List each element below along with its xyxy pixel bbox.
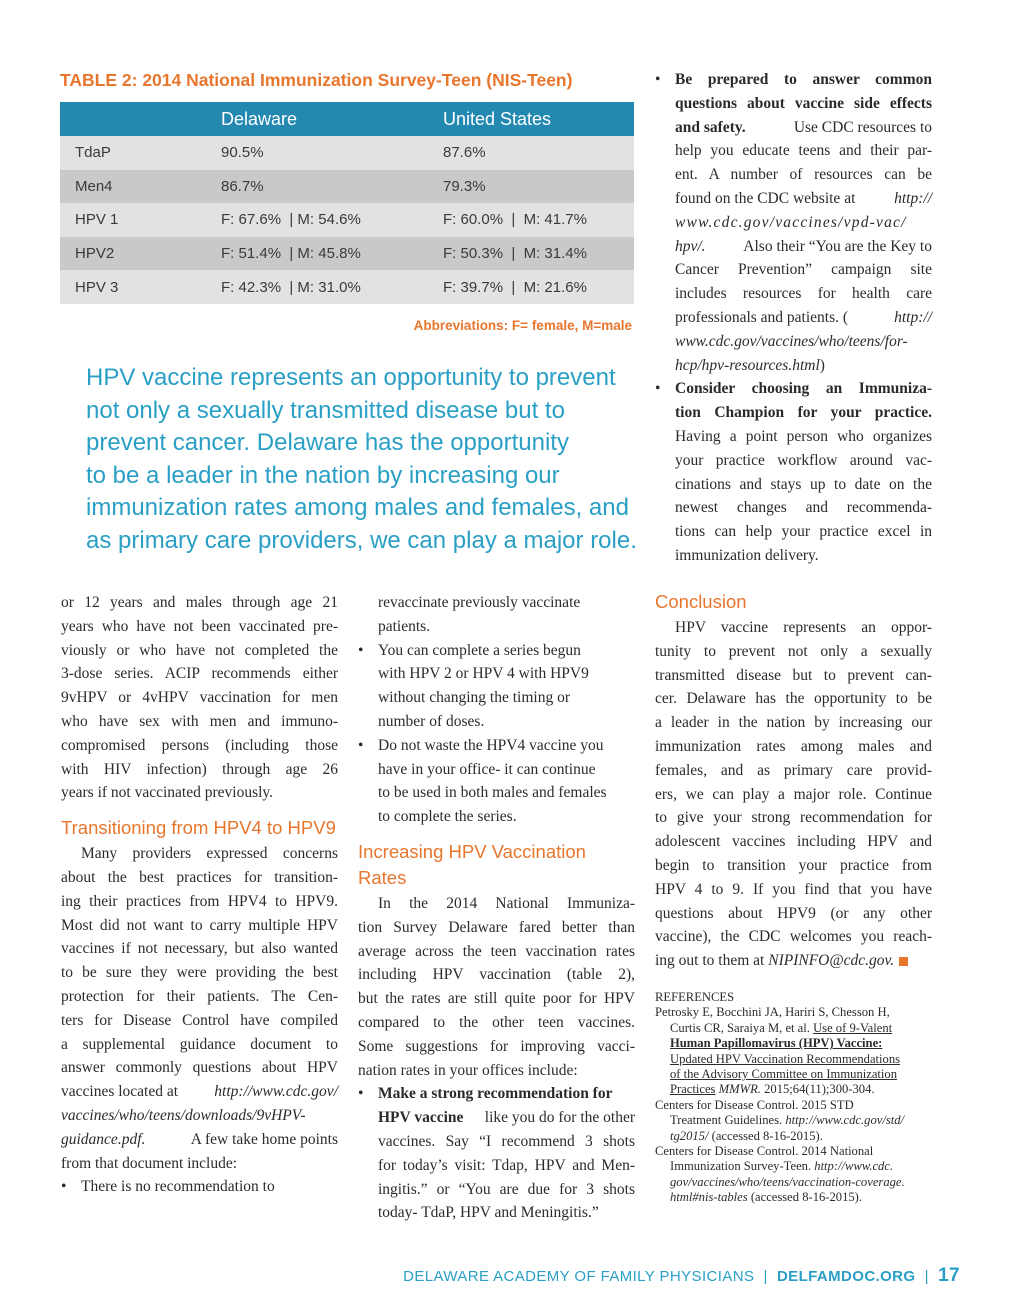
text-line: average across the teen vaccination rates xyxy=(358,942,635,960)
text-line: Cancer Prevention” campaign site xyxy=(675,261,932,279)
text-line xyxy=(655,354,932,378)
reference-link[interactable]: of the Advisory Committee on Immunization xyxy=(670,1067,898,1082)
reference-link[interactable]: gov/vaccines/who/teens/vaccination-coverage. xyxy=(670,1174,905,1189)
table-cell-vaccine: TdaP xyxy=(60,136,221,170)
page-footer xyxy=(403,1265,960,1287)
text-line: to be sure they were providing the best xyxy=(61,964,338,982)
cdc-guidance-link[interactable]: http://www.cdc.gov/ xyxy=(214,1083,338,1101)
end-mark-icon xyxy=(899,957,908,966)
reference-line: Centers for Disease Control. 2015 STD xyxy=(655,1097,854,1112)
bullet-icon: • xyxy=(358,736,364,754)
references-label: REFERENCES xyxy=(655,990,735,1004)
table-row xyxy=(60,170,634,204)
text-line: tions can help your practice excel in xyxy=(675,523,932,541)
text-line xyxy=(655,235,932,259)
pull-quote-line: HPV vaccine represents an opportunity to prevent xyxy=(86,364,616,391)
table-row xyxy=(60,203,634,237)
table-cell-delaware: F: 67.6% | M: 54.6% xyxy=(221,203,443,237)
text-line: females, and as primary care provid- xyxy=(655,761,932,779)
table-cell-us: 79.3% xyxy=(443,170,634,204)
text-line: or 12 years and males through age 21 xyxy=(61,594,338,611)
column-1 xyxy=(61,591,338,1199)
text-line: without changing the timing or xyxy=(378,689,571,707)
table-row xyxy=(60,270,634,304)
text-fragment: (accessed 8-16-2015). xyxy=(711,1128,823,1143)
text-line: 9vHPV or 4vHPV vaccination for men xyxy=(61,689,338,707)
pull-quote-line: as primary care providers, we can play a major role. xyxy=(86,526,637,554)
footer-separator: | xyxy=(924,1268,929,1285)
section-heading-transitioning: Transitioning from HPV4 to HPV9 xyxy=(61,817,336,839)
bold-text: tion Champion for your practice. xyxy=(675,404,932,422)
text-fragment: 2015;64(11);300-304. xyxy=(764,1082,875,1097)
table-title: TABLE 2: 2014 National Immunization Survey-Teen (NIS-Teen) xyxy=(60,70,573,90)
bullet-item xyxy=(655,68,932,377)
text-line: protection for their patients. The Cen- xyxy=(61,987,338,1005)
text-line: viously or who have not completed the xyxy=(61,641,338,659)
text-line: revaccinate previously vaccinate xyxy=(378,594,581,611)
cdc-resources-link[interactable]: http:// xyxy=(894,308,932,326)
text-line: adolescent vaccines including HPV and xyxy=(655,833,932,851)
reference-line xyxy=(655,1067,935,1082)
text-fragment: (accessed 8-16-2015). xyxy=(750,1190,863,1205)
nipinfo-email-link[interactable]: NIPINFO@cdc.gov. xyxy=(768,952,895,970)
text-line: Most did not want to carry multiple HPV xyxy=(61,916,338,934)
text-line: but the rates are still quite poor for HPV xyxy=(358,990,635,1008)
reference-line xyxy=(655,1190,935,1205)
text-line: about the best practices for transition- xyxy=(61,868,338,886)
bullet-item xyxy=(358,734,635,829)
pull-quote-line: immunization rates among males and females, and xyxy=(86,494,629,521)
section-heading-conclusion: Conclusion xyxy=(655,591,747,612)
text-line: ingitis.” or “You are due for 3 shots xyxy=(378,1180,635,1198)
cdc-hpv-link[interactable]: http:// xyxy=(894,189,932,207)
pull-quote-line: to be a leader in the nation by increasing our xyxy=(86,461,560,489)
text-line: transmitted disease but to prevent can- xyxy=(655,666,932,684)
text-line xyxy=(655,68,932,92)
table-cell-delaware: F: 42.3% | M: 31.0% xyxy=(221,270,443,304)
text-line: with HPV 2 or HPV 4 with HPV9 xyxy=(378,665,589,683)
reference-link[interactable]: http://www.cdc. xyxy=(814,1159,894,1174)
table-cell-us: F: 39.7% | M: 21.6% xyxy=(443,270,634,304)
text-line: to give your strong recommendation for xyxy=(655,809,932,827)
text-line: questions about HPV9 (or any other xyxy=(655,904,932,922)
text-line: ent. A number of resources can be xyxy=(675,166,932,184)
text-fragment: There is no recommendation to xyxy=(81,1178,275,1196)
text-fragment: professionals and patients. ( xyxy=(675,308,849,326)
text-line: begin to transition your practice from xyxy=(655,856,932,874)
table-row xyxy=(60,237,634,271)
text-line: includes resources for health care xyxy=(675,285,932,303)
text-line: to complete the series. xyxy=(378,808,517,826)
text-fragment: ing out to them at xyxy=(655,952,765,970)
text-line xyxy=(61,1080,338,1104)
text-line: HPV vaccine represents an oppor- xyxy=(675,619,932,636)
text-line xyxy=(655,116,932,140)
reference-link[interactable]: Practices xyxy=(670,1082,716,1097)
table-header-cell xyxy=(60,102,221,136)
text-line: vaccines. Say “I recommend 3 shots xyxy=(378,1132,635,1150)
text-line xyxy=(61,1128,338,1152)
text-line: patients. xyxy=(378,617,431,635)
text-line: 3-dose series. ACIP recommends either xyxy=(61,665,338,683)
reference-line: Centers for Disease Control. 2014 National xyxy=(655,1144,874,1159)
table-cell-us: 87.6% xyxy=(443,136,634,170)
cdc-hpv-link[interactable]: www.cdc.gov/vaccines/vpd-vac/ xyxy=(675,213,907,231)
reference-line: Petrosky E, Bocchini JA, Hariri S, Chesson H, xyxy=(655,1005,890,1020)
text-line: answer commonly questions about HPV xyxy=(61,1059,338,1077)
table-abbreviations: Abbreviations: F= female, M=male xyxy=(413,318,632,333)
bullet-icon: • xyxy=(655,380,661,398)
text-line: immunization rates among males and xyxy=(655,737,932,755)
reference-link[interactable]: tg2015/ xyxy=(670,1128,709,1143)
bullet-item xyxy=(61,1175,338,1199)
bullet-icon: • xyxy=(61,1178,67,1196)
bold-text: Be prepared to answer common xyxy=(675,71,932,88)
reference-line xyxy=(655,1175,935,1190)
table-cell-vaccine: HPV 3 xyxy=(60,270,221,304)
text-line: ers, we can play a major role. Continue xyxy=(655,785,932,803)
text-line: In the 2014 National Immuniza- xyxy=(378,894,635,912)
text-line: HPV 4 to 9. If you find that you have xyxy=(655,880,932,898)
table-cell-vaccine: Men4 xyxy=(60,170,221,204)
text-line: cer. Delaware has the opportunity to be xyxy=(655,690,932,708)
text-fragment: like you do for the other xyxy=(484,1109,635,1127)
text-line xyxy=(655,330,932,354)
text-fragment: found on the CDC website at xyxy=(675,189,856,207)
bold-text: Consider choosing an Immuniza- xyxy=(675,380,932,398)
cdc-hpv-link[interactable]: hpv/. xyxy=(675,237,706,255)
bold-text: HPV vaccine xyxy=(378,1109,464,1127)
text-fragment: Curtis CR, Saraiya M, et al. xyxy=(670,1020,810,1035)
text-fragment: Use CDC resources to xyxy=(793,118,932,136)
reference-link[interactable]: Use of 9-Valent xyxy=(813,1020,893,1035)
footer-website-link[interactable]: DELFAMDOC.ORG xyxy=(776,1268,916,1285)
column-3-conclusion xyxy=(655,589,932,973)
pull-quote-line: prevent cancer. Delaware has the opportunity xyxy=(86,429,569,456)
text-line: ing their practices from HPV4 to HPV9. xyxy=(61,892,338,910)
text-line: newest changes and recommenda- xyxy=(675,499,932,517)
text-line xyxy=(655,306,932,330)
text-line: Some suggestions for improving vacci- xyxy=(358,1037,635,1055)
text-line xyxy=(655,401,932,425)
text-line: immunization delivery. xyxy=(675,546,819,564)
cdc-resources-link[interactable]: hcp/hpv-resources.html xyxy=(675,356,820,374)
text-line: a supplemental guidance document to xyxy=(61,1035,338,1053)
footer-org-name: DELAWARE ACADEMY OF FAMILY PHYSICIANS xyxy=(403,1268,755,1285)
text-line: tion Survey Delaware fared better than xyxy=(358,918,635,936)
cdc-guidance-link[interactable]: vaccines/who/teens/downloads/9vHPV- xyxy=(61,1106,306,1124)
text-line: to be used in both males and females xyxy=(378,784,607,802)
text-line: including HPV vaccination (table 2), xyxy=(358,966,635,984)
text-line xyxy=(655,92,932,116)
text-line: You can complete a series begun xyxy=(378,641,581,659)
bold-text: Make a strong recommendation for xyxy=(378,1085,613,1103)
text-line xyxy=(358,1106,635,1130)
column-2 xyxy=(358,591,635,1225)
table-cell-delaware: F: 51.4% | M: 45.8% xyxy=(221,237,443,271)
text-line: tunity to prevent not only a sexually xyxy=(655,642,932,660)
text-line: years if not vaccinated previously. xyxy=(61,784,274,802)
text-line: from that document include: xyxy=(61,1154,238,1172)
reference-line xyxy=(655,1113,935,1128)
text-line: with HIV infection) through age 26 xyxy=(61,760,338,778)
bold-text: and safety. xyxy=(675,118,746,136)
text-fragment: ) xyxy=(819,356,825,374)
text-fragment: Immunization Survey-Teen. xyxy=(670,1159,812,1174)
pull-quote xyxy=(86,362,637,557)
reference-link[interactable]: http://www.cdc.gov/std/ xyxy=(785,1113,905,1128)
reference-line xyxy=(655,1021,935,1036)
reference-link[interactable]: Updated HPV Vaccination Recommendations xyxy=(670,1051,901,1066)
table-cell-us: F: 60.0% | M: 41.7% xyxy=(443,203,634,237)
bullet-item xyxy=(358,1082,635,1225)
bullet-icon: • xyxy=(655,71,661,88)
text-line: vaccine), the CDC welcomes you reach- xyxy=(655,928,932,946)
footer-separator: | xyxy=(763,1268,768,1285)
table-cell-vaccine: HPV 1 xyxy=(60,203,221,237)
reference-line xyxy=(655,1159,935,1174)
reference-line xyxy=(655,1052,935,1067)
reference-link[interactable]: Human Papillomavirus (HPV) Vaccine: xyxy=(670,1036,883,1051)
reference-line xyxy=(655,1082,935,1097)
text-fragment: vaccines located at xyxy=(61,1083,179,1101)
immunization-table xyxy=(60,102,634,304)
table-header-row xyxy=(60,102,634,136)
text-fragment: Treatment Guidelines. xyxy=(670,1113,783,1128)
bullet-item xyxy=(655,377,932,567)
table-cell-delaware: 90.5% xyxy=(221,136,443,170)
text-line: vaccines if not necessary, but also wanted xyxy=(61,940,338,958)
text-line: for today’s visit: Tdap, HPV and Men- xyxy=(378,1156,635,1174)
table-cell-us: F: 50.3% | M: 31.4% xyxy=(443,237,634,271)
references xyxy=(655,990,935,1206)
text-line: compromised persons (including those xyxy=(61,736,338,754)
text-line: nation rates in your offices include: xyxy=(358,1061,578,1079)
column-3-top xyxy=(655,68,932,568)
text-line: have in your office- it can continue xyxy=(378,760,596,778)
cdc-resources-link[interactable]: www.cdc.gov/vaccines/who/teens/for- xyxy=(675,332,908,350)
text-line xyxy=(655,187,932,211)
text-line: Many providers expressed concerns xyxy=(81,845,338,863)
table-cell-vaccine: HPV2 xyxy=(60,237,221,271)
text-line: who have sex with men and immuno- xyxy=(61,712,338,730)
reference-link[interactable]: html#nis-tables xyxy=(670,1190,748,1205)
text-fragment: MMWR. xyxy=(718,1082,761,1097)
text-line xyxy=(655,377,932,401)
text-line: Having a point person who organizes xyxy=(675,427,932,445)
table-header-united-states: United States xyxy=(443,102,634,136)
text-line: ters for Disease Control have compiled xyxy=(61,1011,338,1029)
text-line: today- TdaP, HPV and Meningitis.” xyxy=(378,1204,599,1222)
reference-line xyxy=(655,1129,935,1144)
table-cell-delaware: 86.7% xyxy=(221,170,443,204)
pull-quote-line: not only a sexually transmitted disease but to xyxy=(86,396,565,424)
text-fragment: A few take home points xyxy=(190,1130,338,1148)
bullet-item xyxy=(358,639,635,734)
text-line xyxy=(61,1104,338,1128)
text-line xyxy=(358,1082,635,1106)
text-line: years who have not been vaccinated pre- xyxy=(61,617,338,635)
text-line: Do not waste the HPV4 vaccine you xyxy=(378,736,604,754)
section-heading-increasing-rates: Increasing HPV Vaccination Rates xyxy=(358,840,586,888)
table-header-delaware: Delaware xyxy=(221,102,443,136)
table-row xyxy=(60,136,634,170)
page-number: 17 xyxy=(938,1265,960,1286)
text-line: help you educate teens and their par- xyxy=(675,142,932,160)
bullet-icon: • xyxy=(358,641,364,659)
text-line: number of doses. xyxy=(378,712,485,730)
text-line: compared to the other teen vaccines. xyxy=(358,1013,635,1031)
text-line xyxy=(655,211,932,235)
reference-line xyxy=(655,1036,935,1051)
text-line: cinations and stays up to date on the xyxy=(675,475,932,493)
text-fragment: Also their “You are the Key to xyxy=(743,237,932,255)
bold-text: questions about vaccine side effects xyxy=(675,94,932,112)
text-line: your practice workflow around vac- xyxy=(675,451,932,469)
text-line: a leader in the nation by increasing our xyxy=(655,714,932,732)
bullet-icon: • xyxy=(358,1085,364,1103)
cdc-guidance-link[interactable]: guidance.pdf. xyxy=(61,1130,146,1148)
text-line xyxy=(655,949,932,973)
